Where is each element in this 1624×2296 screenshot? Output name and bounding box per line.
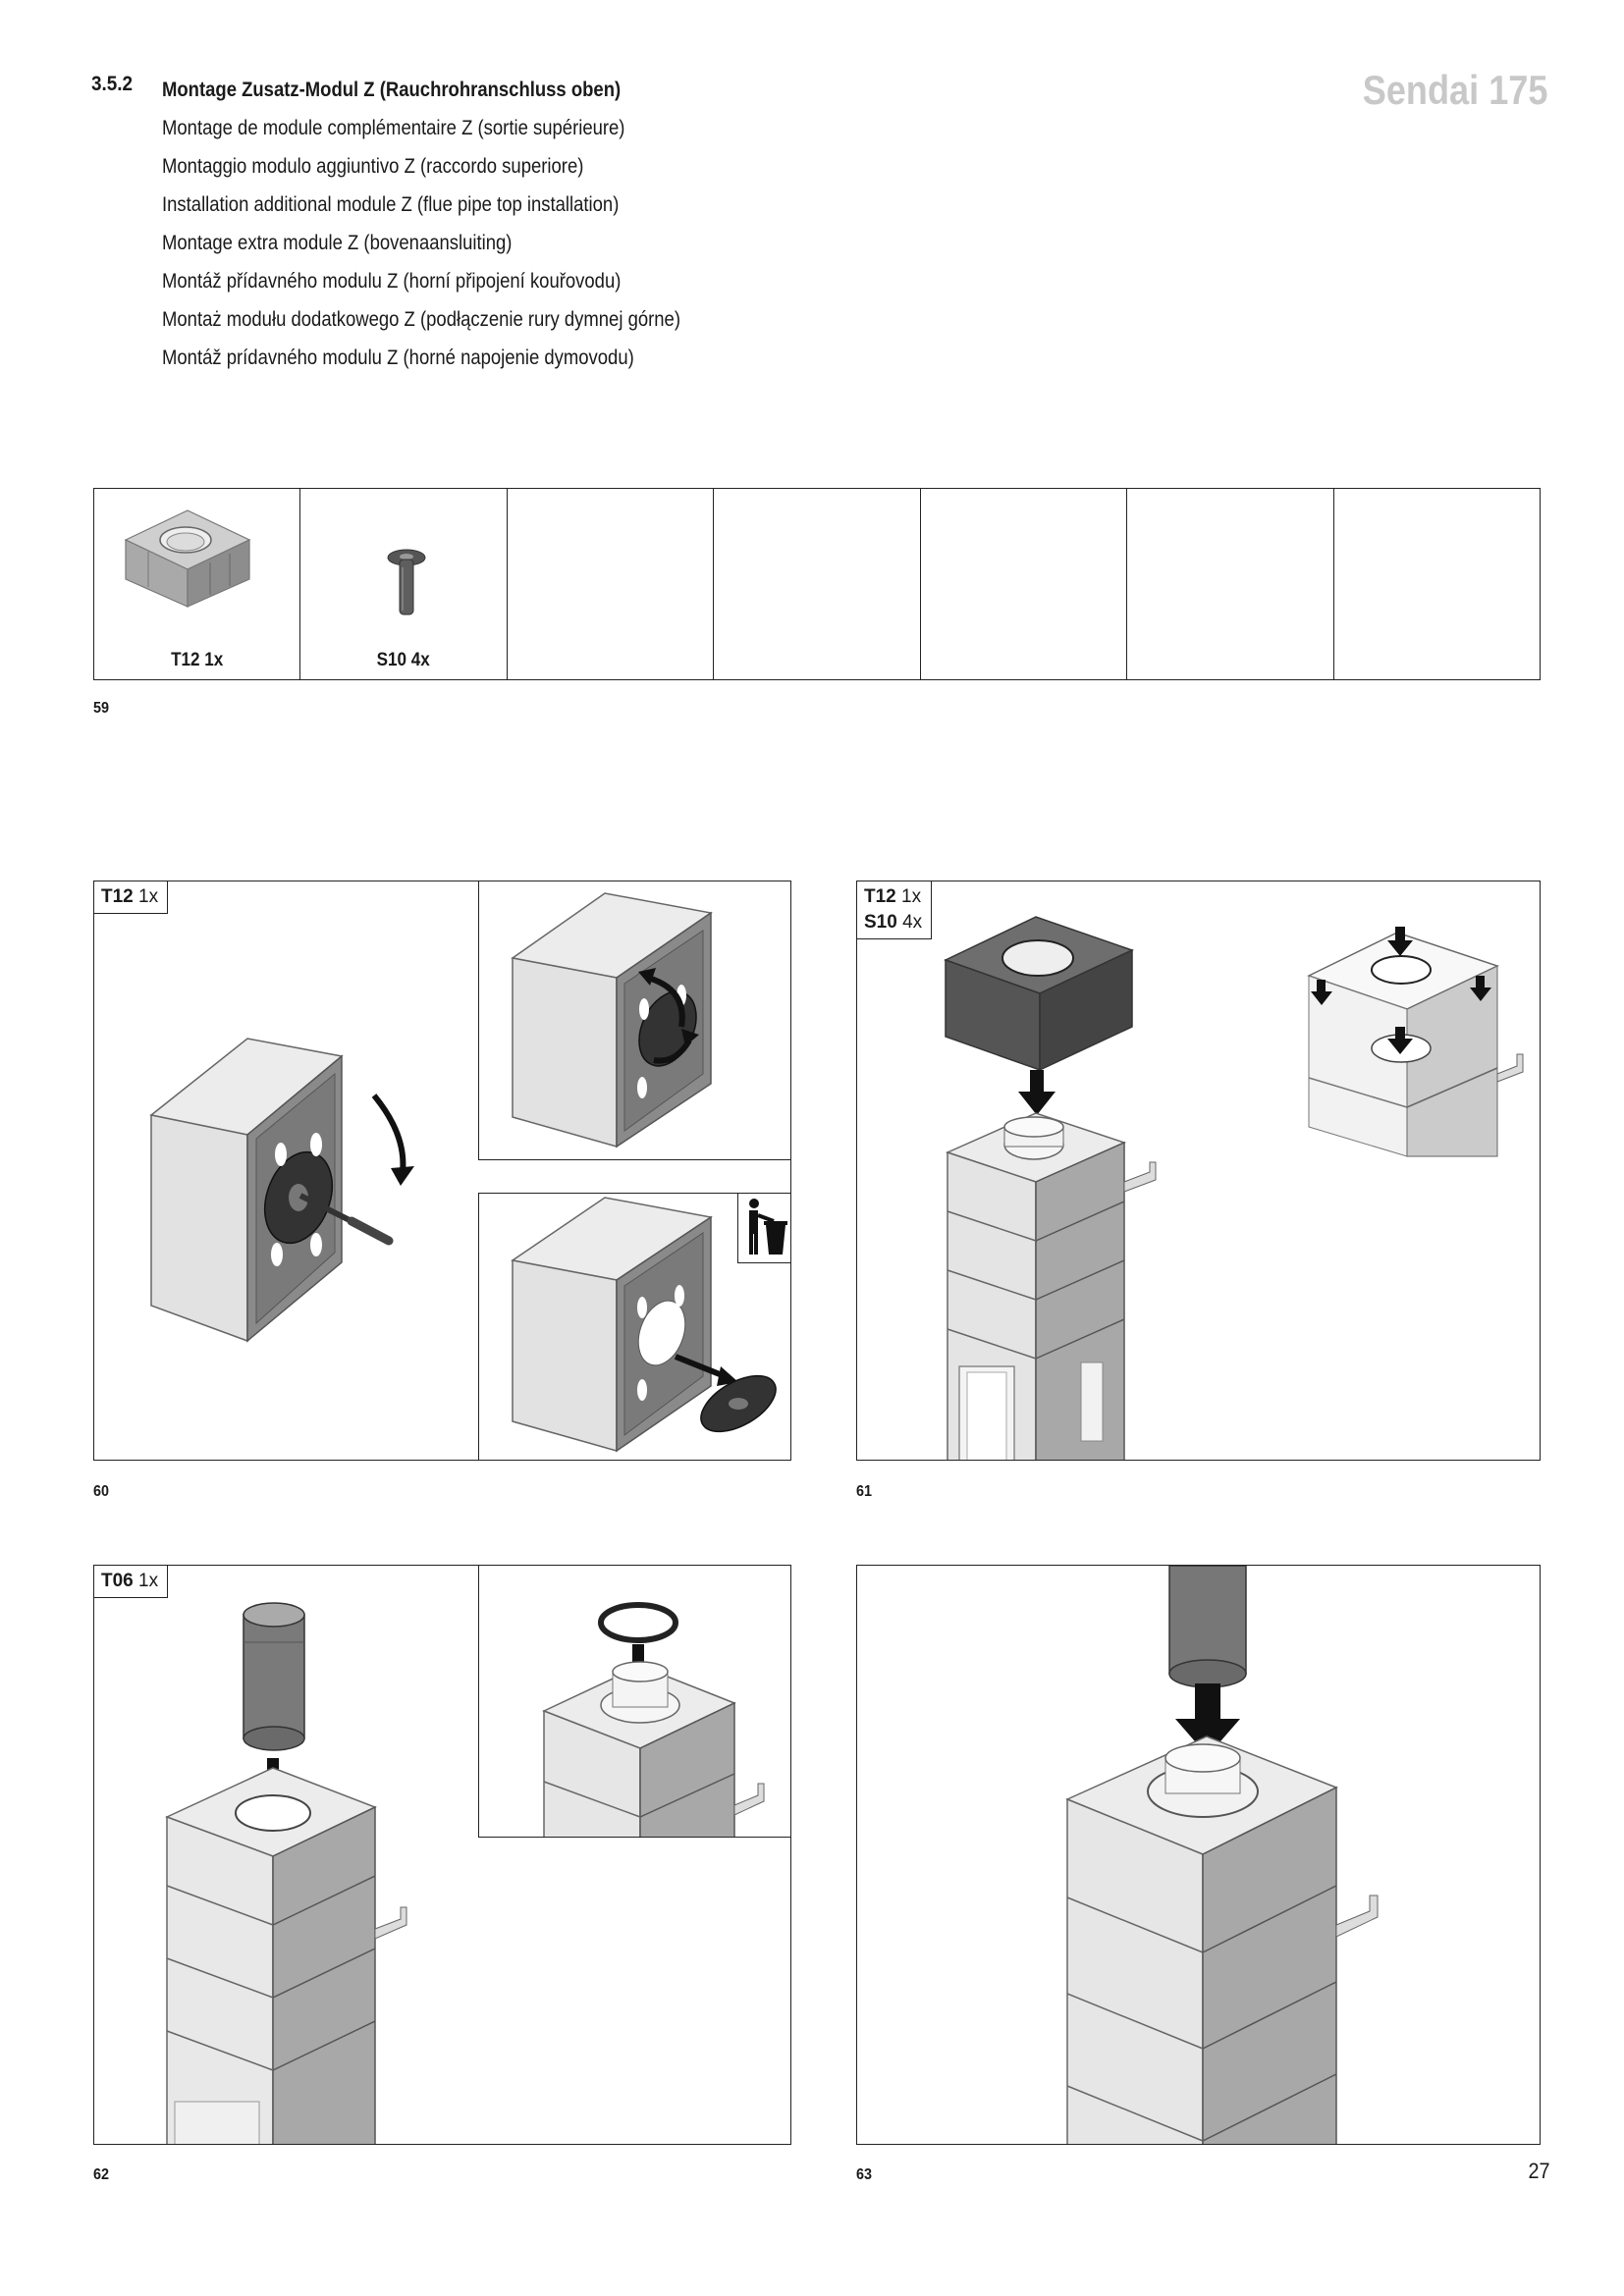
part-code: T12	[864, 886, 896, 907]
part-code: T06	[101, 1571, 134, 1591]
figure-number-61: 61	[856, 1483, 873, 1500]
part-cell-empty	[1127, 489, 1333, 679]
screw-icon	[300, 489, 507, 675]
part-code: S10	[864, 912, 897, 933]
part-label-t12: T12 1x	[171, 650, 224, 670]
seal-ring-illustration	[479, 1566, 791, 1838]
figure-number-59: 59	[93, 700, 110, 717]
part-label-s10: S10 4x	[377, 650, 431, 670]
figure-number-63: 63	[856, 2166, 873, 2183]
figure-number-60: 60	[93, 1483, 110, 1500]
part-code: T12	[101, 886, 134, 907]
section-title-pl: Montaż modułu dodatkowego Z (podłączenie rury dymnej górne)	[162, 308, 680, 331]
figure-60	[93, 881, 791, 1461]
part-cell-empty	[508, 489, 714, 679]
trash-icon	[738, 1194, 791, 1262]
section-title-fr: Montage de module complémentaire Z (sortie supérieure)	[162, 117, 625, 139]
figure-tag	[94, 1566, 168, 1598]
section-title-nl: Montage extra module Z (bovenaansluiting)	[162, 232, 513, 254]
cover-rotate-illustration	[479, 881, 791, 1160]
parts-table	[93, 488, 1541, 680]
section-title-cs: Montáž přídavného modulu Z (horní připojení kouřovodu)	[162, 270, 622, 293]
part-cell-empty	[1334, 489, 1540, 679]
part-cell-s10	[300, 489, 507, 679]
part-cell-empty	[921, 489, 1127, 679]
section-title-en: Installation additional module Z (flue pipe top installation)	[162, 193, 620, 216]
figure-60-inset-top	[478, 881, 791, 1160]
section-title-sk: Montáž prídavného modulu Z (horné napojenie dymovodu)	[162, 347, 634, 369]
page-number: 27	[1527, 2159, 1549, 2183]
module-placement-illustration	[857, 881, 1541, 1461]
flue-pipe-connection-illustration	[857, 1566, 1541, 2145]
figure-tag	[857, 881, 932, 939]
part-cell-empty	[714, 489, 920, 679]
figure-number-62: 62	[93, 2166, 110, 2183]
section-title-list	[162, 71, 751, 377]
product-name: Sendai 175	[1362, 67, 1547, 113]
part-cell-t12	[94, 489, 300, 679]
section-title-it: Montaggio modulo aggiuntivo Z (raccordo superiore)	[162, 155, 584, 178]
module-box-icon	[94, 489, 300, 675]
part-qty: 1x	[138, 1571, 159, 1591]
figure-tag	[94, 881, 168, 914]
part-qty: 1x	[901, 886, 922, 907]
part-qty: 1x	[138, 886, 159, 907]
figure-61	[856, 881, 1541, 1461]
trash-icon-box	[737, 1193, 791, 1263]
section-title-de: Montage Zusatz-Modul Z (Rauchrohranschluss oben)	[162, 79, 622, 101]
figure-62-inset	[478, 1565, 791, 1838]
section-number: 3.5.2	[91, 73, 134, 95]
part-qty: 4x	[902, 912, 923, 933]
figure-60-inset-bottom	[478, 1193, 791, 1461]
figure-62	[93, 1565, 791, 2145]
figure-63	[856, 1565, 1541, 2145]
